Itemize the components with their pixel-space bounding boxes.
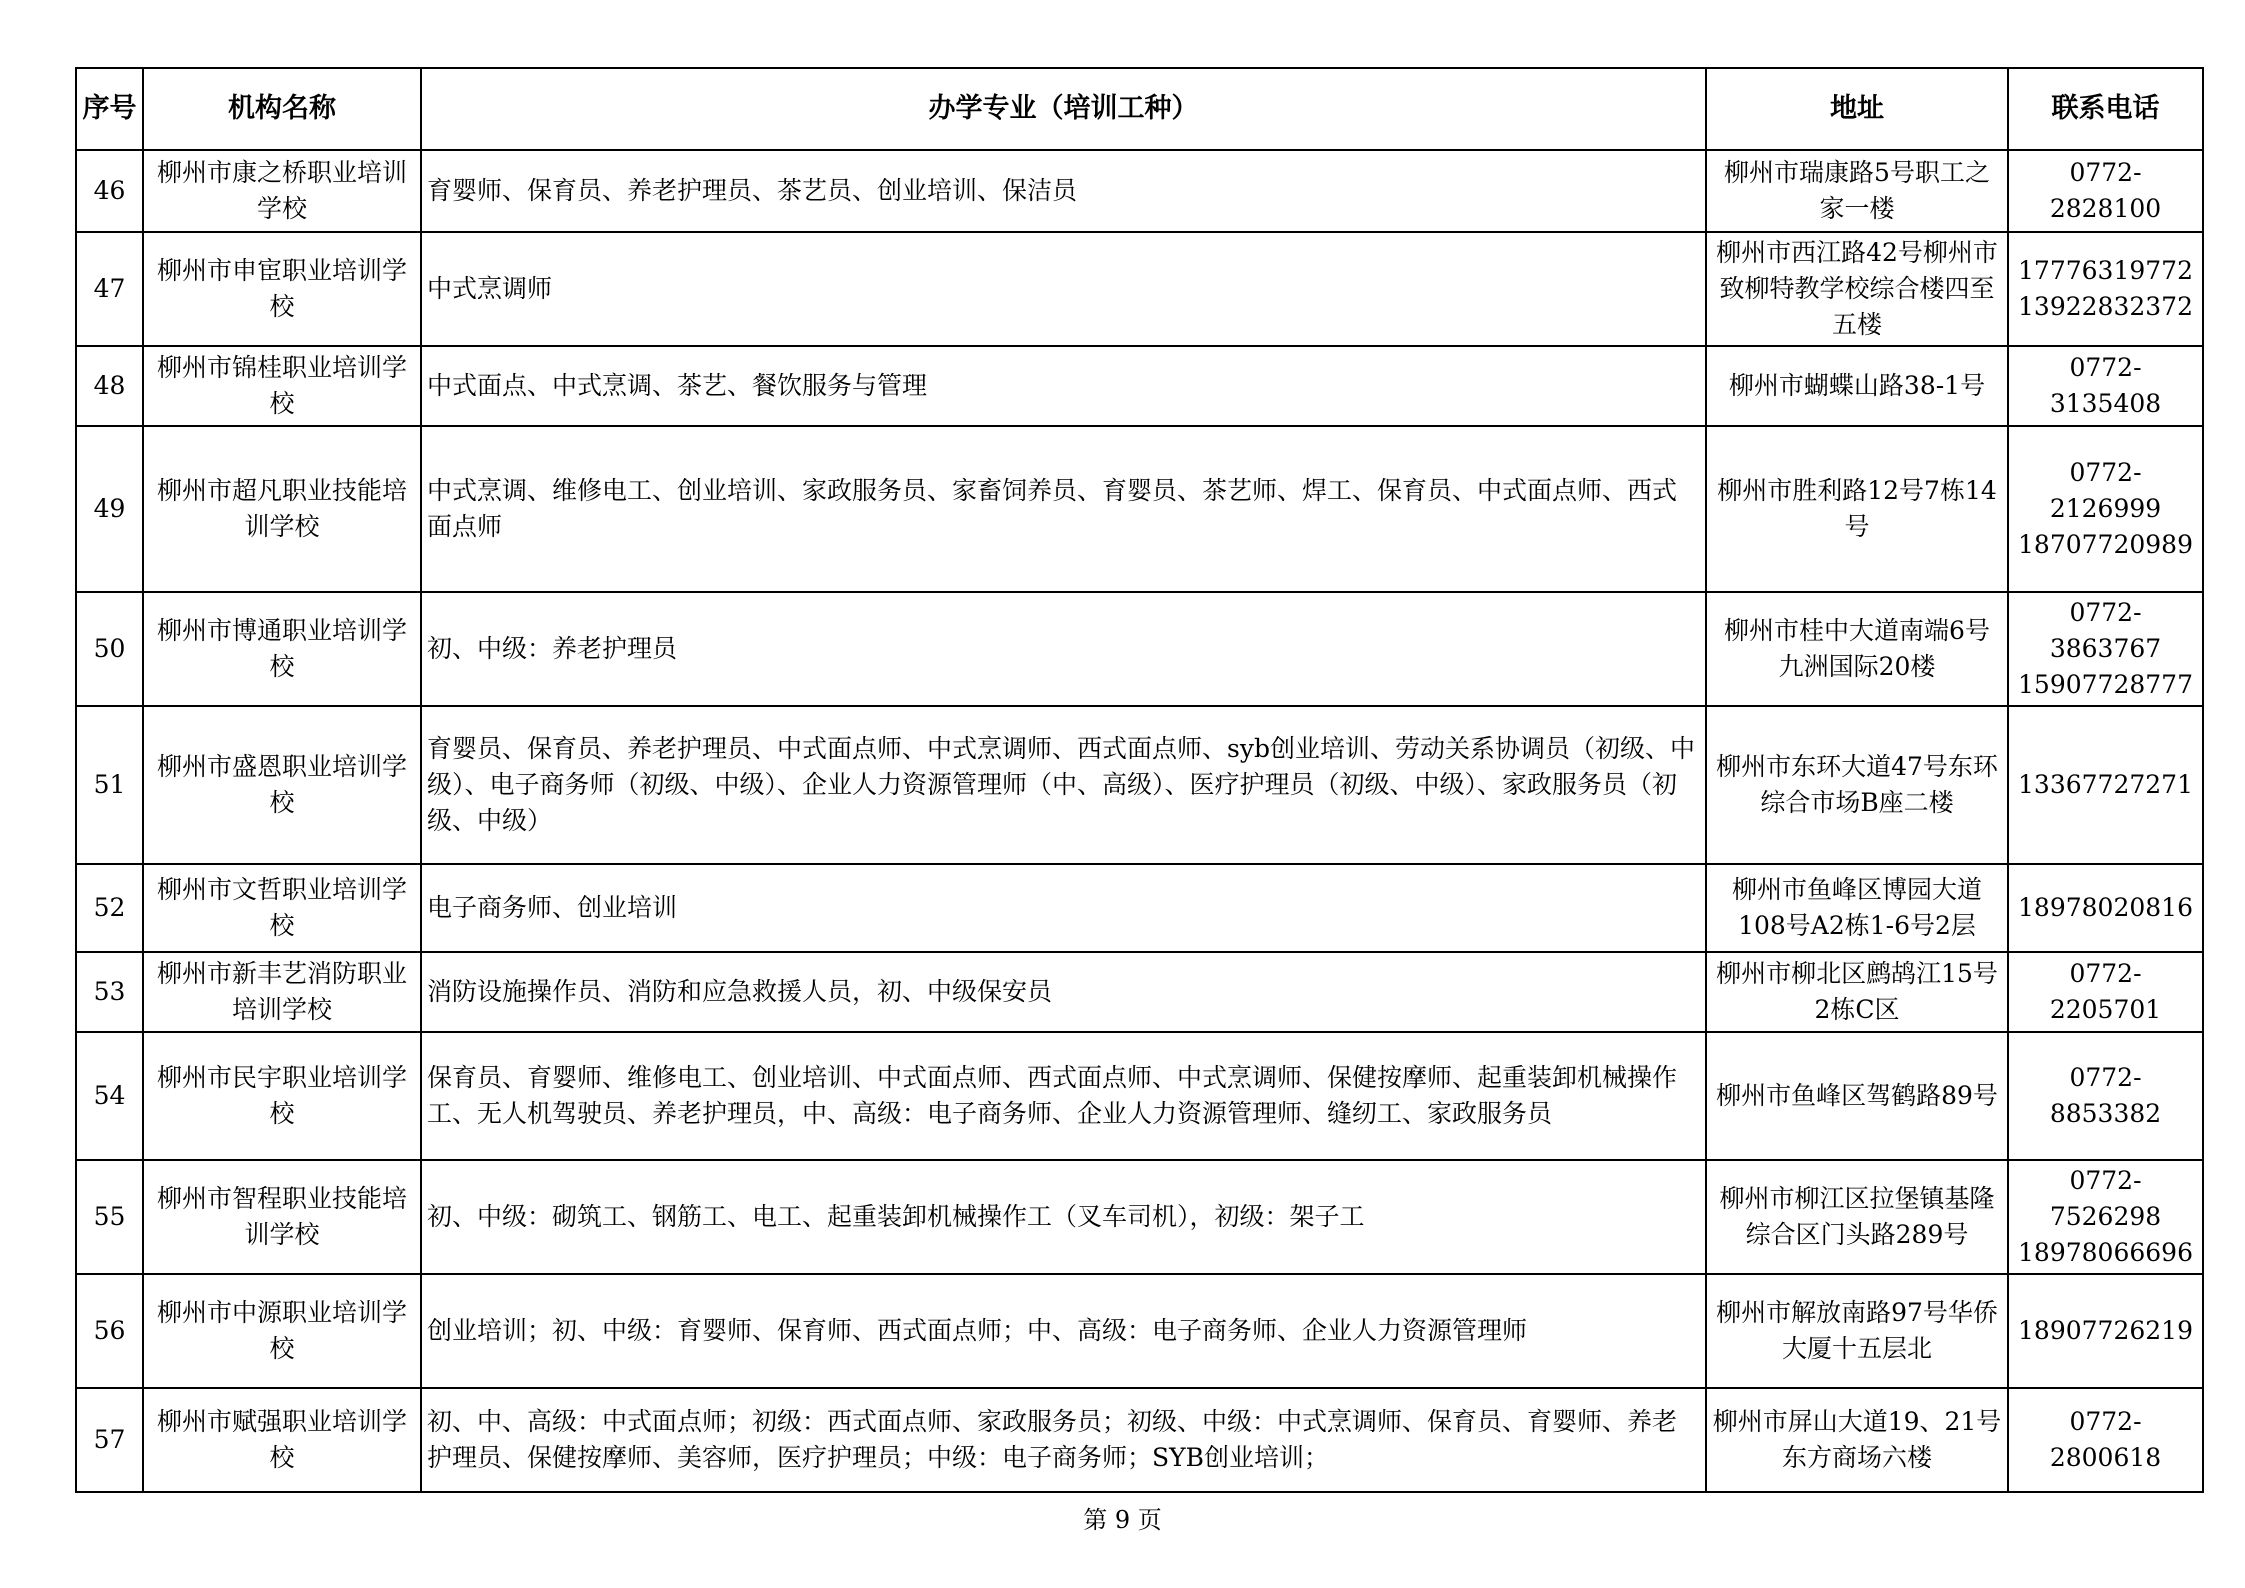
cell-address: 柳州市解放南路97号华侨大厦十五层北 [1706, 1274, 2008, 1388]
cell-seq: 50 [76, 592, 143, 706]
cell-school-name: 柳州市康之桥职业培训学校 [143, 150, 421, 232]
cell-majors: 创业培训；初、中级：育婴师、保育师、西式面点师；中、高级：电子商务师、企业人力资源管理师 [421, 1274, 1706, 1388]
cell-majors: 育婴师、保育员、养老护理员、茶艺员、创业培训、保洁员 [421, 150, 1706, 232]
cell-address: 柳州市柳江区拉堡镇基隆综合区门头路289号 [1706, 1160, 2008, 1274]
cell-school-name: 柳州市申宦职业培训学校 [143, 232, 421, 346]
cell-majors: 初、中、高级：中式面点师；初级：西式面点师、家政服务员；初级、中级：中式烹调师、保育员、育婴师、养老护理员、保健按摩师、美容师，医疗护理员；中级：电子商务师；SYB创业培训； [421, 1388, 1706, 1492]
cell-address: 柳州市胜利路12号7栋14号 [1706, 426, 2008, 592]
cell-majors: 消防设施操作员、消防和应急救援人员，初、中级保安员 [421, 952, 1706, 1032]
cell-phone: 0772-3863767 15907728777 [2008, 592, 2203, 706]
cell-majors: 中式烹调师 [421, 232, 1706, 346]
cell-school-name: 柳州市超凡职业技能培训学校 [143, 426, 421, 592]
cell-school-name: 柳州市锦桂职业培训学校 [143, 346, 421, 426]
cell-majors: 初、中级：养老护理员 [421, 592, 1706, 706]
cell-school-name: 柳州市智程职业技能培训学校 [143, 1160, 421, 1274]
table-header-row [76, 68, 2203, 150]
cell-phone: 0772-2800618 [2008, 1388, 2203, 1492]
cell-seq: 54 [76, 1032, 143, 1160]
cell-school-name: 柳州市赋强职业培训学校 [143, 1388, 421, 1492]
cell-majors: 育婴员、保育员、养老护理员、中式面点师、中式烹调师、西式面点师、syb创业培训、劳动关系协调员（初级、中级）、电子商务师（初级、中级）、企业人力资源管理师（中、高级）、医疗护理员（初级、中级）、家政服务员（初级、中级） [421, 706, 1706, 864]
cell-majors: 中式烹调、维修电工、创业培训、家政服务员、家畜饲养员、育婴员、茶艺师、焊工、保育员、中式面点师、西式面点师 [421, 426, 1706, 592]
table-row [76, 346, 2203, 426]
cell-address: 柳州市桂中大道南端6号九洲国际20楼 [1706, 592, 2008, 706]
cell-address: 柳州市蝴蝶山路38-1号 [1706, 346, 2008, 426]
table-row [76, 952, 2203, 1032]
table-row [76, 1274, 2203, 1388]
cell-address: 柳州市屏山大道19、21号东方商场六楼 [1706, 1388, 2008, 1492]
cell-seq: 56 [76, 1274, 143, 1388]
cell-seq: 46 [76, 150, 143, 232]
page-number: 第 9 页 [1083, 1506, 1162, 1534]
cell-phone: 13367727271 [2008, 706, 2203, 864]
cell-address: 柳州市东环大道47号东环综合市场B座二楼 [1706, 706, 2008, 864]
cell-majors: 电子商务师、创业培训 [421, 864, 1706, 952]
cell-school-name: 柳州市新丰艺消防职业培训学校 [143, 952, 421, 1032]
cell-phone: 18907726219 [2008, 1274, 2203, 1388]
cell-majors: 初、中级：砌筑工、钢筋工、电工、起重装卸机械操作工（叉车司机），初级：架子工 [421, 1160, 1706, 1274]
training-schools-table [75, 67, 2204, 1493]
cell-address: 柳州市西江路42号柳州市致柳特教学校综合楼四至五楼 [1706, 232, 2008, 346]
table-row [76, 1032, 2203, 1160]
cell-seq: 53 [76, 952, 143, 1032]
table-row [76, 592, 2203, 706]
cell-school-name: 柳州市文哲职业培训学校 [143, 864, 421, 952]
header-phone: 联系电话 [2008, 68, 2203, 150]
table-body [76, 150, 2203, 1492]
table-row [76, 1388, 2203, 1492]
cell-seq: 48 [76, 346, 143, 426]
cell-phone: 0772-3135408 [2008, 346, 2203, 426]
header-majors: 办学专业（培训工种） [421, 68, 1706, 150]
cell-school-name: 柳州市中源职业培训学校 [143, 1274, 421, 1388]
cell-seq: 57 [76, 1388, 143, 1492]
cell-phone: 0772-2828100 [2008, 150, 2203, 232]
header-address: 地址 [1706, 68, 2008, 150]
cell-phone: 0772-2205701 [2008, 952, 2203, 1032]
header-seq: 序号 [76, 68, 143, 150]
table-row [76, 864, 2203, 952]
table-row [76, 150, 2203, 232]
cell-phone: 18978020816 [2008, 864, 2203, 952]
cell-seq: 55 [76, 1160, 143, 1274]
cell-address: 柳州市柳北区鹧鸪江15号2栋C区 [1706, 952, 2008, 1032]
cell-phone: 0772-2126999 18707720989 [2008, 426, 2203, 592]
cell-address: 柳州市鱼峰区博园大道108号A2栋1-6号2层 [1706, 864, 2008, 952]
cell-seq: 49 [76, 426, 143, 592]
table-row [76, 706, 2203, 864]
cell-address: 柳州市瑞康路5号职工之家一楼 [1706, 150, 2008, 232]
cell-seq: 52 [76, 864, 143, 952]
cell-school-name: 柳州市博通职业培训学校 [143, 592, 421, 706]
table-row [76, 1160, 2203, 1274]
cell-address: 柳州市鱼峰区驾鹤路89号 [1706, 1032, 2008, 1160]
cell-phone: 0772-7526298 18978066696 [2008, 1160, 2203, 1274]
cell-seq: 51 [76, 706, 143, 864]
cell-phone: 0772-8853382 [2008, 1032, 2203, 1160]
cell-phone: 17776319772 13922832372 [2008, 232, 2203, 346]
header-name: 机构名称 [143, 68, 421, 150]
cell-seq: 47 [76, 232, 143, 346]
table-row [76, 426, 2203, 592]
table-row [76, 232, 2203, 346]
cell-school-name: 柳州市盛恩职业培训学校 [143, 706, 421, 864]
cell-school-name: 柳州市民宇职业培训学校 [143, 1032, 421, 1160]
cell-majors: 中式面点、中式烹调、茶艺、餐饮服务与管理 [421, 346, 1706, 426]
cell-majors: 保育员、育婴师、维修电工、创业培训、中式面点师、西式面点师、中式烹调师、保健按摩师、起重装卸机械操作工、无人机驾驶员、养老护理员，中、高级：电子商务师、企业人力资源管理师、缝纫工、家政服务员 [421, 1032, 1706, 1160]
